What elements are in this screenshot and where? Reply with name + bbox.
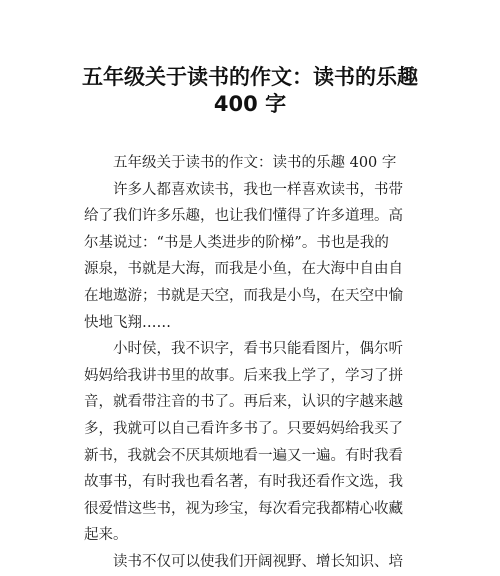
body-line: 许多人都喜欢读书，我也一样喜欢读书，书带	[113, 181, 403, 198]
body-line: 起来。	[84, 527, 128, 544]
body-line: 在地遨游；书就是天空，而我是小鸟，在天空中愉	[84, 287, 403, 304]
body-line: 多，我就可以自己看许多书了。只要妈妈给我买了	[84, 420, 403, 437]
body-line: 小时侯，我不识字，看书只能看图片，偶尔听	[113, 341, 403, 358]
body-line: 源泉，书就是大海，而我是小鱼，在大海中自由自	[84, 261, 403, 278]
document-title-line-2: 400 字	[213, 92, 287, 116]
body-line: 音，就看带注音的书了。再后来，认识的字越来越	[84, 394, 403, 411]
body-line: 尔基说过：“书是人类进步的阶梯”。书也是我的	[84, 234, 389, 251]
body-line: 五年级关于读书的作文：读书的乐趣 400 字	[113, 155, 397, 171]
body-line: 妈妈给我讲书里的故事。后来我上学了，学习了拼	[84, 367, 403, 384]
body-line: 很爱惜这些书，视为珍宝，每次看完我都精心收藏	[84, 500, 403, 517]
body-line: 给了我们许多乐趣，也让我们懂得了许多道理。高	[84, 208, 403, 225]
body-line: 读书不仅可以使我们开阔视野、增长知识、培	[113, 553, 403, 570]
document-title-line-1: 五年级关于读书的作文：读书的乐趣	[82, 65, 418, 89]
document-body	[84, 150, 424, 576]
body-line: 快地飞翔……	[84, 314, 171, 331]
body-line: 故事书，有时我也看名著，有时我还看作文选，我	[84, 474, 403, 491]
body-line: 新书，我就会不厌其烦地看一遍又一遍。有时我看	[84, 447, 403, 464]
